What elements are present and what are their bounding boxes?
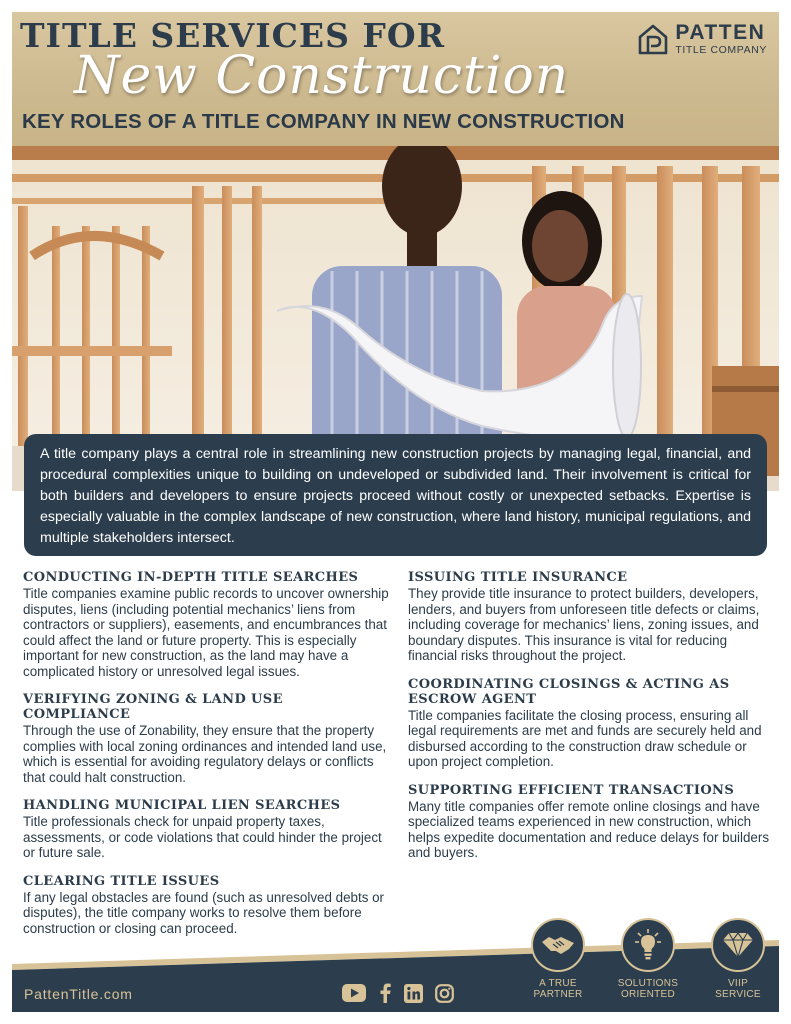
diamond-icon <box>711 918 765 972</box>
header-banner <box>12 12 779 146</box>
instagram-icon[interactable] <box>435 984 454 1008</box>
section-body: Through the use of Zonability, they ensure that the property complies with local zoning ordinances and intended land use, which is essential for avoiding regulatory delays or conflicts that could halt construction. <box>23 723 387 785</box>
section-body: Title companies facilitate the closing process, ensuring all legal requirements are met and funds are securely held and disbursed according to the construction draw schedule or upon project completion. <box>408 707 762 769</box>
badge-label-line1: A TRUE <box>539 978 577 989</box>
badge-true-partner <box>528 918 588 1000</box>
facebook-icon[interactable] <box>378 983 392 1008</box>
section-efficient-transactions <box>408 783 770 861</box>
badge-viip-service <box>708 918 768 1000</box>
right-column <box>408 570 770 874</box>
section-body: They provide title insurance to protect builders, developers, lenders, and buyers from unforeseen title defects or claims, including coverage for mechanics’ liens, zoning issues, and boundary disputes. This insurance is vital for reducing financial risks throughout the project. <box>408 586 760 663</box>
section-body: Title companies examine public records to uncover ownership disputes, liens (including potential mechanics’ liens from contractors or suppliers), easements, and encumbrances that could affect the land or future property. This is especially important for new construction, as the land may have a complicated history or unresolved legal issues. <box>23 586 389 679</box>
page-title: TITLE SERVICES FOR <box>20 16 446 55</box>
section-body: Many title companies offer remote online closings and have specialized teams experienced in new construction, which helps expedite documentation and reduce delays for builders and buyers. <box>408 798 770 860</box>
badge-label-line2: SERVICE <box>715 989 761 1000</box>
linkedin-icon[interactable] <box>404 984 423 1008</box>
lightbulb-icon <box>621 918 675 972</box>
section-heading: VERIFYING ZONING & LAND USE COMPLIANCE <box>23 692 283 722</box>
section-body: Title professionals check for unpaid property taxes, assessments, or code violations that could hinder the project or future sale. <box>23 814 382 860</box>
page-subtitle: KEY ROLES OF A TITLE COMPANY IN NEW CONSTRUCTION <box>22 110 625 133</box>
section-lien-searches <box>23 798 391 861</box>
intro-text: A title company plays a central role in streamlining new construction projects by managing legal, financial, and procedural complexities unique to building on undeveloped or subdivided land. Their involvement is critical for both builders and developers to ensure projects proceed without costly or unexpected setbacks. Expertise is especially valuable in the complex landscape of new construction, where land history, municipal regulations, and multiple stakeholders intersect. <box>40 446 751 546</box>
section-heading: COORDINATING CLOSINGS & ACTING AS ESCROW AGENT <box>408 676 730 707</box>
logo-tagline: TITLE COMPANY <box>675 44 767 57</box>
left-column <box>23 570 391 949</box>
badge-label-line2: ORIENTED <box>620 989 676 1000</box>
house-p-icon <box>637 23 669 55</box>
section-heading: CLEARING TITLE ISSUES <box>23 873 220 889</box>
section-heading: SUPPORTING EFFICIENT TRANSACTIONS <box>408 782 735 798</box>
youtube-icon[interactable] <box>342 984 366 1007</box>
section-zoning <box>23 692 391 785</box>
intro-box <box>24 434 767 556</box>
badge-label-line2: PARTNER <box>533 989 583 1000</box>
social-links <box>342 983 454 1008</box>
company-logo <box>637 22 767 56</box>
badge-solutions-oriented <box>618 918 678 1000</box>
badge-label-line1: VIIP <box>727 978 749 989</box>
handshake-icon <box>531 918 585 972</box>
section-closings-escrow <box>408 677 770 770</box>
website-link[interactable]: PattenTitle.com <box>24 986 133 1002</box>
section-heading: CONDUCTING IN-DEPTH TITLE SEARCHES <box>23 570 359 585</box>
section-title-searches <box>23 570 391 679</box>
page-title-script: New Construction <box>74 46 570 106</box>
section-heading: ISSUING TITLE INSURANCE <box>408 570 628 585</box>
badge-label-line1: SOLUTIONS <box>617 978 679 989</box>
section-heading: HANDLING MUNICIPAL LIEN SEARCHES <box>23 798 341 813</box>
section-clearing-issues <box>23 874 391 937</box>
section-title-insurance <box>408 570 770 664</box>
section-body: If any legal obstacles are found (such as unresolved debts or disputes), the title company works to resolve them before construction or closing can proceed. <box>23 889 385 936</box>
logo-name: PATTEN <box>675 21 766 45</box>
